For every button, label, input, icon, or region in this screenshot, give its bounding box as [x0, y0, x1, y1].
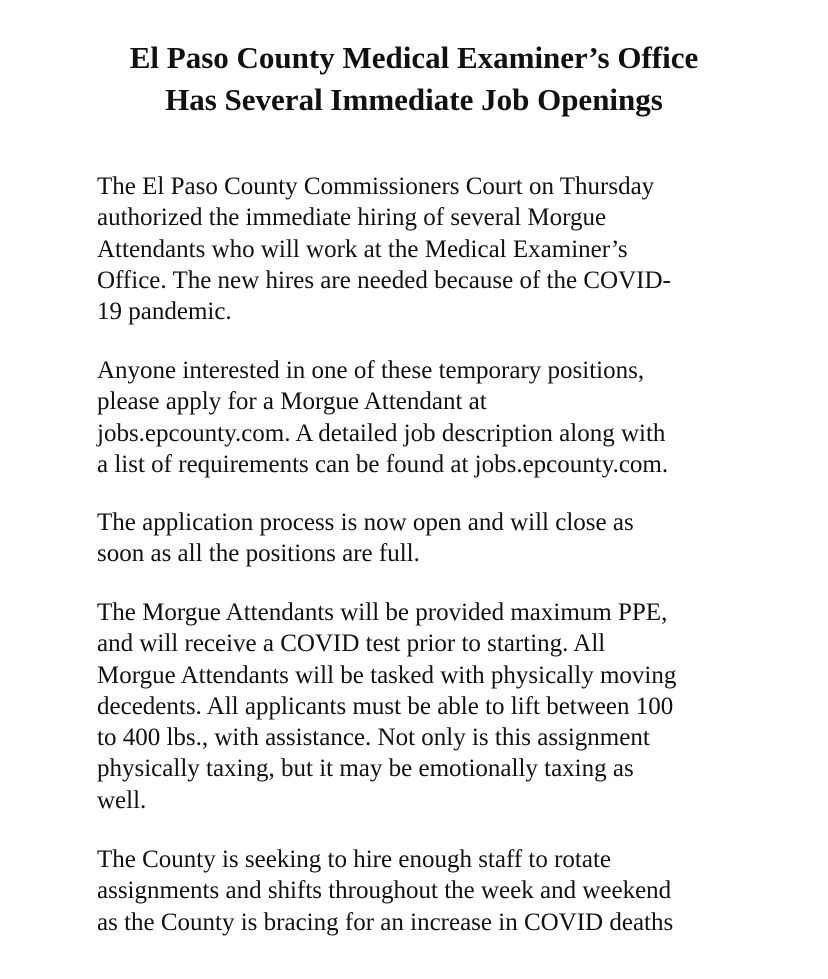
paragraph-hiring-authorized	[97, 171, 737, 327]
paragraph-line: Attendants who will work at the Medical Examiner’s	[97, 235, 628, 263]
paragraph-line: soon as all the positions are full.	[97, 540, 420, 568]
paragraph-line: physically taxing, but it may be emotionally taxing as	[97, 755, 634, 783]
paragraph-line: well.	[97, 786, 147, 814]
paragraph-line: please apply for a Morgue Attendant at	[97, 388, 487, 416]
paragraph-line: The County is seeking to hire enough staff to rotate	[97, 846, 612, 873]
page-title-line-1: El Paso County Medical Examiner’s Office	[129, 40, 699, 75]
paragraph-line: Morgue Attendants will be tasked with physically moving	[97, 661, 677, 689]
paragraph-line: 19 pandemic.	[97, 298, 232, 326]
paragraph-line: assignments and shifts throughout the week and weekend	[97, 877, 672, 905]
page-title-line-2: Has Several Immediate Job Openings	[165, 82, 663, 117]
paragraph-line: and will receive a COVID test prior to starting. All	[97, 630, 606, 658]
paragraph-line: to 400 lbs., with assistance. Not only is this assignment	[97, 724, 650, 752]
paragraph-how-to-apply	[97, 355, 737, 480]
paragraph-line: decedents. All applicants must be able to lift between 100	[97, 692, 674, 720]
paragraph-staffing-plan	[97, 844, 737, 938]
paragraph-line: authorized the immediate hiring of several Morgue	[97, 204, 607, 232]
paragraph-line: The Morgue Attendants will be provided maximum PPE,	[97, 599, 668, 626]
paragraph-line: Anyone interested in one of these temporary positions,	[97, 357, 645, 384]
paragraph-line: Office. The new hires are needed because of the COVID-	[97, 266, 671, 294]
paragraph-job-requirements	[97, 597, 737, 816]
paragraph-application-process	[97, 507, 737, 570]
paragraph-line: as the County is bracing for an increase in COVID deaths	[97, 908, 674, 936]
paragraph-line: The application process is now open and will close as	[97, 509, 634, 536]
paragraph-line: jobs.epcounty.com. A detailed job description along with	[97, 419, 666, 447]
paragraph-line: The El Paso County Commissioners Court on Thursday	[97, 173, 655, 200]
paragraph-line: a list of requirements can be found at jobs.epcounty.com.	[97, 450, 669, 478]
